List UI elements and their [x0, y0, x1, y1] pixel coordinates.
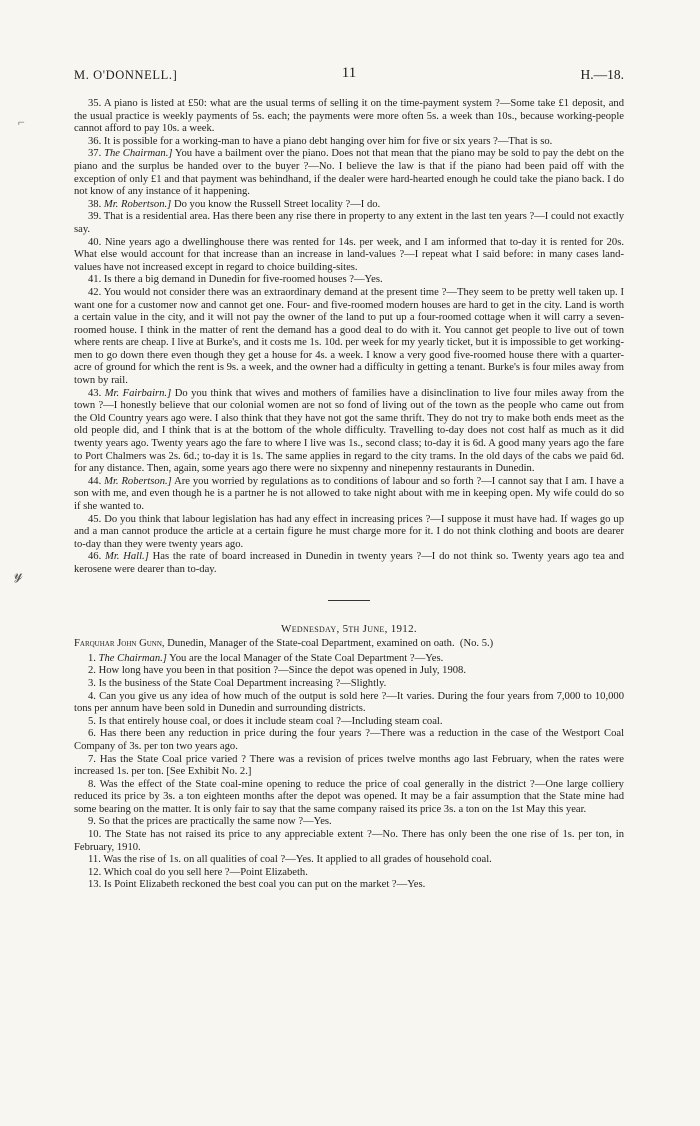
question-answer-text: The State has not raised its price to any appreciable extent ?—No. There has only been the one rise of 1s. per ton, in February, 1910.	[74, 829, 624, 853]
question-paragraph	[74, 274, 624, 287]
question-answer-text: Do you know the Russell Street locality ?—I do.	[173, 198, 381, 210]
question-number: 9.	[88, 816, 96, 828]
question-number: 43.	[88, 387, 102, 399]
question-answer-text: You would not consider there was an extraordinary demand at the present time ?—They seem to be pretty well taken up. I want one for a customer now and cannot get one. Four- and five-roomed modern houses are hard to get in the city. Land is worth a certain value in the city, and it will not pay the owner of the land to put up a four-roomed cottage when it will carry a seven-roomed house. I think in the matter of rent the demand has a good deal to do with it. You cannot get people to live out of town where rents are cheap. I live at Burke's, and it costs me 1s. 10d. per week for my yearly ticket, but it is impossible to get working-men to go down there even though they get a house for 4s. a week. I know a very good five-roomed house there with a quarter-acre of ground for which the rent is 9s. a week, and the owner had a difficulty in getting a tenant. Burke's is four miles away from town by rail.	[74, 286, 624, 387]
testimony-section-1	[74, 98, 624, 577]
question-paragraph	[74, 514, 624, 552]
question-number: 10.	[88, 829, 102, 841]
question-answer-text: Has the rate of board increased in Dunedin in twenty years ?—I do not think so. Twenty years ago tea and kerosene were dearer than to-day.	[74, 551, 624, 575]
question-number: 39.	[88, 211, 102, 223]
question-paragraph	[74, 211, 624, 236]
question-answer-text: Nine years ago a dwellinghouse there was rented for 14s. per week, and I am informed that to-day it is rented for 20s. What else would account for that increase than an increase in land-values ?—I repeat what I said before: in many cases land-values have not increased except in regard to choice building-sites.	[74, 236, 624, 273]
question-answer-text: You are the local Manager of the State Coal Department ?—Yes.	[169, 652, 444, 664]
question-answer-text: Can you give us any idea of how much of the output is sold here ?—It varies. During the four years from 7,000 to 10,000 tons per annum have been sold in Dunedin and surrounding districts.	[74, 690, 624, 715]
question-number: 1.	[88, 652, 96, 664]
question-answer-text: Has the State Coal price varied ? There was a revision of prices twelve months ago last February, when the rates were increased 1s. per ton. [See Exhibit No. 2.]	[74, 753, 624, 778]
question-answer-text: Which coal do you sell here ?—Point Elizabeth.	[103, 866, 308, 878]
speaker-label: The Chairman.]	[98, 652, 167, 664]
question-paragraph	[74, 287, 624, 388]
page-header	[74, 66, 624, 86]
section-divider	[328, 600, 370, 601]
witness-number: (No. 5.)	[459, 638, 494, 650]
question-paragraph	[74, 476, 624, 514]
speaker-label: The Chairman.]	[104, 148, 173, 160]
witness-name: Farquhar John Gunn	[74, 638, 162, 650]
question-number: 45.	[88, 513, 102, 525]
question-number: 13.	[88, 879, 102, 891]
question-answer-text: Are you worried by regulations as to conditions of labour and so forth ?—I cannot say that I am. I have a son with me, and even though he is a partner he is not allowed to take night about with me in keeping open. My wife could do so if she wanted to.	[74, 475, 624, 512]
question-answer-text: Has there been any reduction in price during the four years ?—There was a reduction in the case of the Westport Coal Company of 3s. per ton two years ago.	[74, 728, 625, 752]
question-paragraph	[74, 665, 624, 678]
question-answer-text: How long have you been in that position ?—Since the depot was opened in July, 1908.	[98, 665, 466, 677]
question-paragraph	[74, 136, 624, 149]
question-answer-text: It is possible for a working-man to have a piano debt hanging over him for five or six years ?—That is so.	[103, 135, 553, 147]
speaker-label: Mr. Robertson.]	[103, 198, 172, 210]
question-paragraph	[74, 551, 624, 576]
question-number: 12.	[88, 866, 102, 878]
question-number: 36.	[88, 135, 102, 147]
question-paragraph	[74, 388, 624, 476]
question-number: 8.	[88, 778, 96, 790]
question-number: 41.	[88, 274, 102, 286]
question-number: 11.	[88, 854, 101, 866]
question-answer-text: Was the effect of the State coal-mine opening to reduce the price of coal generally in the district ?—One large colliery reduced its price by 3s. a ton eighteen months after the depot was opened. It may be a fair assumption that the State mine had some bearing on the matter. It is only fair to say that the same company raised its price 3s. a ton on the 1st May this year.	[74, 778, 624, 815]
question-paragraph	[74, 98, 624, 136]
witness-description: , Dunedin, Manager of the State-coal Department, examined on oath.	[161, 638, 455, 650]
question-answer-text: That is a residential area. Has there been any rise there in property to any extent in the last ten years ?—I could not exactly say.	[74, 211, 624, 235]
question-number: 7.	[88, 753, 96, 765]
question-number: 4.	[88, 690, 96, 702]
question-paragraph	[74, 728, 624, 753]
question-paragraph	[74, 829, 624, 854]
question-number: 6.	[88, 728, 96, 740]
question-paragraph	[74, 691, 624, 716]
question-answer-text: Is Point Elizabeth reckoned the best coal you can put on the market ?—Yes.	[103, 879, 426, 891]
document-body	[74, 98, 624, 892]
testimony-section-2	[74, 653, 624, 892]
question-answer-text: Is that entirely house coal, or does it include steam coal ?—Including steam coal.	[98, 715, 443, 727]
question-number: 5.	[88, 715, 96, 727]
question-answer-text: Do you think that wives and mothers of families have a disinclination to live four miles away from the town ?—I honestly believe that our colonial women are not so fond of living out of the town as the people who came out from the Old Country years ago were. I also think that they have not got the same thrift. They do not try to make both ends meet as the old people did, and I think that is at the bottom of the whole difficulty. Travelling to-day does not cost half as much as it did twenty years ago. Twenty years ago the fare to where I live was 1s., second class; to-day it is 6d. A good many years ago the fare to Port Chalmers was 2s. 6d.; to-day it is 1s. The same applies in regard to the city trams. In the old days of the cabs we paid 6d. for any distance. Then, again, some years ago there were no sixpenny and ninepenny restaurants in Dunedin.	[74, 387, 624, 475]
question-paragraph	[74, 199, 624, 212]
date-heading: Wednesday, 5th June, 1912.	[281, 622, 417, 635]
speaker-label: Mr. Hall.]	[105, 551, 149, 563]
question-answer-text: You have a bailment over the piano. Does not that mean that the piano may be sold to pay the debt on the piano and the surplus be handed over to the buyer ?—No. I believe the law is that if the piano had been paid off with the exception of only £1 and that payment was behindhand, if the dealer were hard-hearted enough he could take the piano back. I do not know of any instance of it happening.	[74, 148, 624, 198]
witness-intro	[74, 638, 624, 651]
margin-mark-top: ⌐	[18, 115, 25, 129]
question-paragraph	[74, 678, 624, 691]
question-paragraph	[74, 879, 624, 892]
question-number: 37.	[88, 148, 102, 160]
question-number: 42.	[88, 286, 102, 298]
speaker-label: Mr. Fairbairn.]	[104, 387, 172, 399]
question-number: 3.	[88, 677, 96, 689]
header-witness: M. O'DONNELL.]	[74, 68, 178, 82]
question-number: 40.	[88, 236, 102, 248]
question-number: 38.	[88, 198, 102, 210]
margin-mark-middle: 𝓎	[14, 567, 23, 583]
question-paragraph	[74, 148, 624, 198]
question-number: 35.	[88, 98, 102, 109]
question-answer-text: Is the business of the State Coal Department increasing ?—Slightly.	[98, 677, 387, 689]
question-number: 44.	[88, 475, 102, 487]
document-reference: H.—18.	[580, 67, 624, 82]
question-paragraph	[74, 237, 624, 275]
question-paragraph	[74, 854, 624, 867]
question-number: 46.	[88, 551, 102, 563]
question-paragraph	[74, 653, 624, 666]
question-number: 2.	[88, 665, 96, 677]
question-paragraph	[74, 816, 624, 829]
question-paragraph	[74, 779, 624, 817]
speaker-label: Mr. Robertson.]	[104, 475, 172, 487]
question-answer-text: Was the rise of 1s. on all qualities of coal ?—Yes. It applied to all grades of household coal.	[103, 854, 492, 866]
question-paragraph	[74, 867, 624, 880]
question-paragraph	[74, 754, 624, 779]
question-paragraph	[74, 716, 624, 729]
question-answer-text: Do you think that labour legislation has had any effect in increasing prices ?—I suppose it must have had. If wages go up and a man cannot produce the article at a certain figure he must charge more for it. I do not think clothing and boots are dearer to-day than they were twenty years ago.	[74, 513, 624, 550]
question-answer-text: So that the prices are practically the same now ?—Yes.	[98, 816, 332, 828]
question-answer-text: A piano is listed at £50: what are the usual terms of selling it on the time-payment system ?—Some take £1 deposit, and the usual practice is weekly payments of 5s. each; the payments were more often 5s. a week than 10s., because working-people cannot afford to pay 10s. a week.	[74, 98, 624, 135]
question-answer-text: Is there a big demand in Dunedin for five-roomed houses ?—Yes.	[103, 274, 383, 286]
page-number: 11	[341, 65, 357, 81]
